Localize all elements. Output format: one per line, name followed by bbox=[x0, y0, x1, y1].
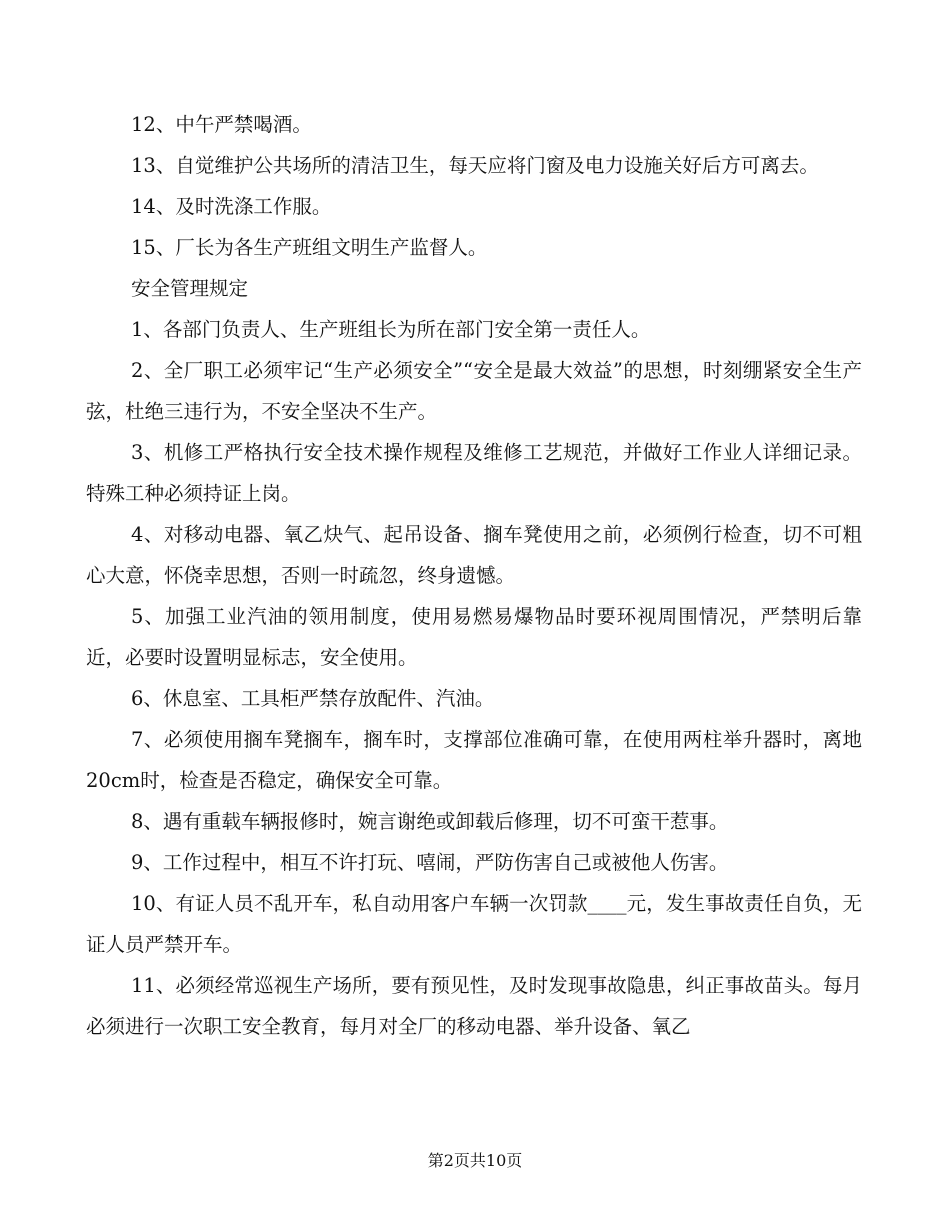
section-heading-safety-rules: 安全管理规定 bbox=[131, 277, 249, 300]
paragraph-rule-13: 13、自觉维护公共场所的清洁卫生，每天应将门窗及电力设施关好后方可离去。 bbox=[131, 154, 819, 177]
paragraph-safety-8: 8、遇有重载车辆报修时，婉言谢绝或卸载后修理，切不可蛮干惹事。 bbox=[131, 810, 729, 833]
paragraph-safety-7: 7、必须使用搁车凳搁车，搁车时，支撑部位准确可靠，在使用两柱举升器时，离地20cm时，检查是否稳定，确保安全可靠。 bbox=[86, 728, 862, 792]
paragraph-safety-6: 6、休息室、工具柜严禁存放配件、汽油。 bbox=[131, 687, 495, 710]
paragraph-rule-12: 12、中午严禁喝酒。 bbox=[131, 113, 312, 136]
paragraph-safety-5: 5、加强工业汽油的领用制度，使用易燃易爆物品时要环视周围情况，严禁明后靠近，必要时设置明显标志，安全使用。 bbox=[86, 605, 862, 669]
paragraph-safety-1: 1、各部门负责人、生产班组长为所在部门安全第一责任人。 bbox=[131, 318, 651, 341]
paragraph-rule-14: 14、及时洗涤工作服。 bbox=[131, 195, 332, 218]
document-body bbox=[86, 104, 862, 1047]
paragraph-rule-15: 15、厂长为各生产班组文明生产监督人。 bbox=[131, 236, 488, 259]
paragraph-safety-10: 10、有证人员不乱开车，私自动用客户车辆一次罚款____元，发生事故责任自负，无证人员严禁开车。 bbox=[86, 892, 862, 956]
paragraph-safety-2: 2、全厂职工必须牢记“生产必须安全”“安全是最大效益”的思想，时刻绷紧安全生产弦，杜绝三违行为，不安全坚决不生产。 bbox=[86, 359, 862, 423]
paragraph-safety-11: 11、必须经常巡视生产场所，要有预见性，及时发现事故隐患，纠正事故苗头。每月必须进行一次职工安全教育，每月对全厂的移动电器、举升设备、氧乙 bbox=[86, 974, 862, 1038]
paragraph-safety-4: 4、对移动电器、氧乙炔气、起吊设备、搁车凳使用之前，必须例行检查，切不可粗心大意，怀侥幸思想，否则一时疏忽，终身遗憾。 bbox=[86, 523, 862, 587]
page-number-footer: 第2页共10页 bbox=[427, 1151, 523, 1170]
paragraph-safety-9: 9、工作过程中，相互不许打玩、嘻闹，严防伤害自己或被他人伤害。 bbox=[131, 851, 729, 874]
paragraph-safety-3: 3、机修工严格执行安全技术操作规程及维修工艺规范，并做好工作业人详细记录。特殊工种必须持证上岗。 bbox=[86, 441, 862, 505]
